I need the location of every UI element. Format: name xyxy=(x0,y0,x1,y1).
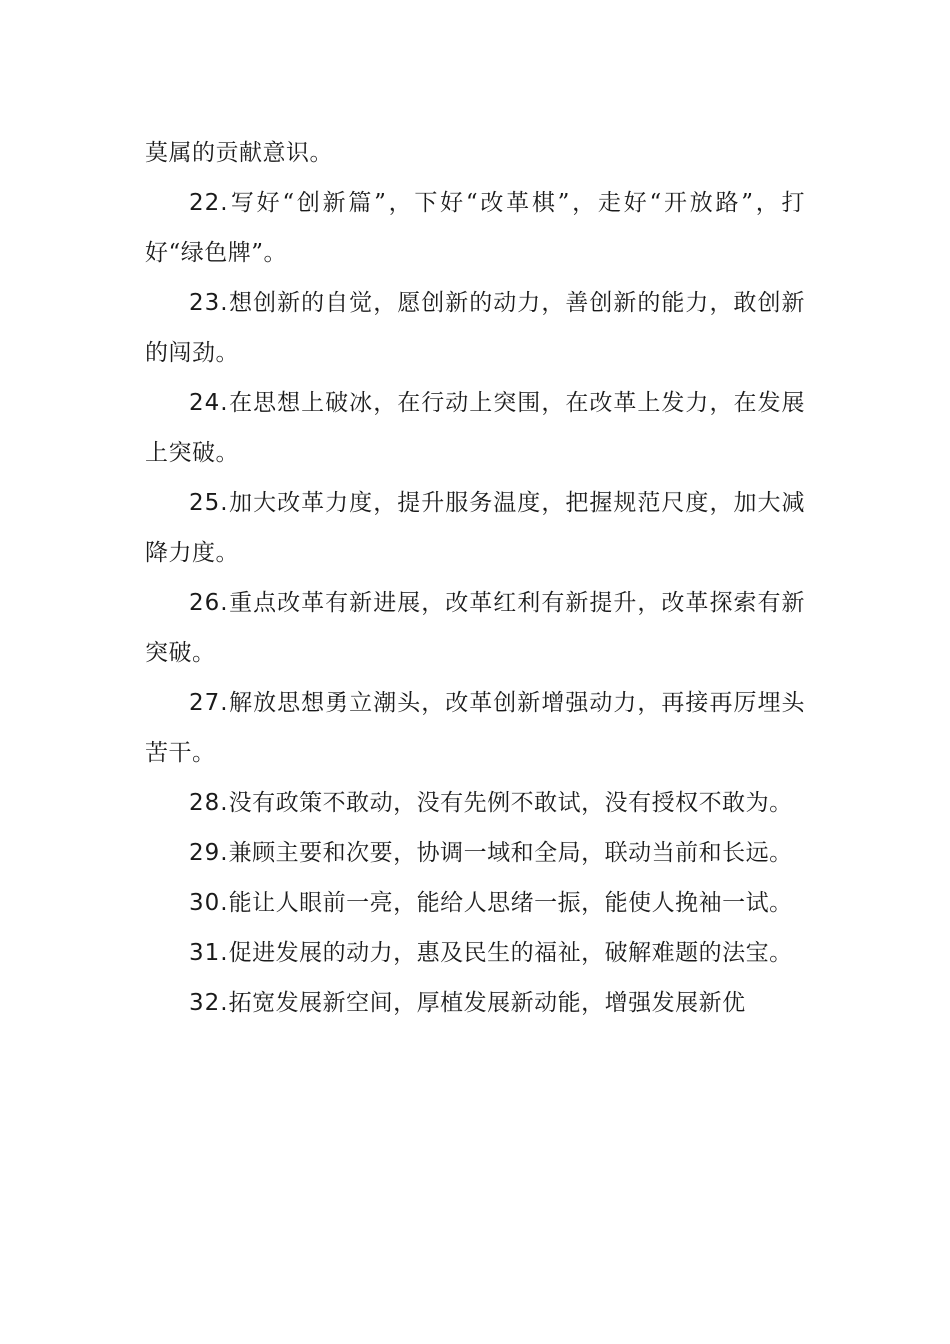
paragraph-text: 兼顾主要和次要，协调一域和全局，联动当前和长远。 xyxy=(228,840,793,866)
paragraph-number: 31. xyxy=(189,940,229,966)
paragraph-text: 没有政策不敢动，没有先例不敢试，没有授权不敢为。 xyxy=(228,790,793,816)
paragraph-number: 32. xyxy=(189,990,229,1016)
paragraph-text: 拓宽发展新空间，厚植发展新动能，增强发展新优 xyxy=(228,990,746,1016)
paragraph-text: 促进发展的动力，惠及民生的福祉，破解难题的法宝。 xyxy=(228,940,793,966)
paragraph-number: 24. xyxy=(189,390,229,416)
paragraph-number: 23. xyxy=(189,290,229,316)
paragraph-26 xyxy=(145,578,805,678)
paragraph-29 xyxy=(145,828,805,878)
paragraph-text: 在思想上破冰，在行动上突围，在改革上发力，在发展上突破。 xyxy=(145,390,805,466)
paragraph-text: 写好“创新篇”，下好“改革棋”，走好“开放路”，打好“绿色牌”。 xyxy=(145,190,805,266)
paragraph-31 xyxy=(145,928,805,978)
paragraph-text: 重点改革有新进展，改革红利有新提升，改革探索有新突破。 xyxy=(145,590,805,666)
paragraph-27 xyxy=(145,678,805,778)
paragraph-32 xyxy=(145,978,805,1028)
paragraph-number: 27. xyxy=(189,690,229,716)
paragraph-number: 26. xyxy=(189,590,229,616)
paragraph-22 xyxy=(145,178,805,278)
paragraph-25 xyxy=(145,478,805,578)
paragraph-number: 28. xyxy=(189,790,229,816)
paragraph-24 xyxy=(145,378,805,478)
document-page xyxy=(145,128,805,1028)
paragraph-30 xyxy=(145,878,805,928)
paragraph-continuation xyxy=(145,128,805,178)
paragraph-23 xyxy=(145,278,805,378)
paragraph-number: 30. xyxy=(189,890,229,916)
paragraph-number: 22. xyxy=(189,190,229,216)
paragraph-number: 29. xyxy=(189,840,229,866)
paragraph-text: 能让人眼前一亮，能给人思绪一振，能使人挽袖一试。 xyxy=(228,890,793,916)
paragraph-28 xyxy=(145,778,805,828)
paragraph-text: 想创新的自觉，愿创新的动力，善创新的能力，敢创新的闯劲。 xyxy=(145,290,805,366)
paragraph-number: 25. xyxy=(189,490,229,516)
paragraph-text: 莫属的贡献意识。 xyxy=(145,140,333,166)
paragraph-text: 加大改革力度，提升服务温度，把握规范尺度，加大减降力度。 xyxy=(145,490,805,566)
paragraph-text: 解放思想勇立潮头，改革创新增强动力，再接再厉埋头苦干。 xyxy=(145,690,805,766)
